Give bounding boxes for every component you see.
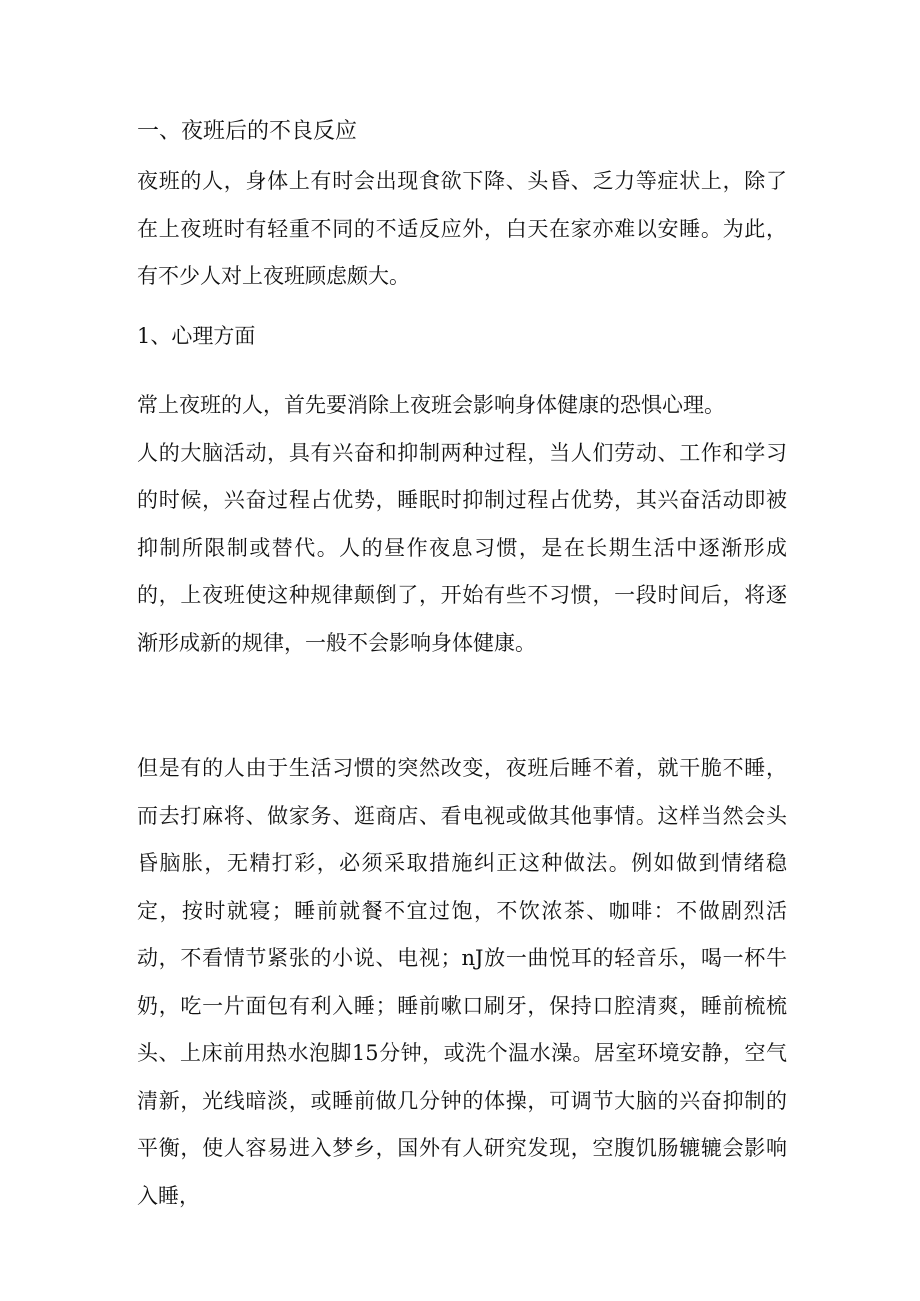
document-body <box>137 112 787 1220</box>
paragraph-3: 但是有的人由于生活习惯的突然改变，夜班后睡不着，就干脆不睡，而去打麻将、做家务、逛商店、看电视或做其他事情。这样当然会头昏脑胀，无精打彩，必须采取措施纠正这种做法。例如做到情绪稳定，按时就寝；睡前就餐不宜过饱，不饮浓茶、咖啡：不做剧烈活动，不看情节紧张的小说、电视；nJ放一曲悦耳的轻音乐，喝一杯牛奶，吃一片面包有利入睡；睡前嗽口刷牙，保持口腔清爽，睡前梳梳头、上床前用热水泡脚15分钟，或洗个温水澡。居室环境安静，空气清新，光线暗淡，或睡前做几分钟的体操，可调节大脑的兴奋抑制的平衡，使人容易进入梦乡，国外有人研究发现，空腹饥肠辘辘会影响入睡， <box>137 756 787 1208</box>
paragraph-1: 常上夜班的人，首先要消除上夜班会影响身体健康的恐惧心理。 <box>137 393 725 417</box>
section-heading: 一、夜班后的不良反应 <box>137 119 358 144</box>
paragraph-gap <box>137 667 787 745</box>
intro-paragraph: 夜班的人，身体上有时会出现食欲下降、头昏、乏力等症状上，除了在上夜班时有轻重不同的不适反应外，白天在家亦难以安睡。为此，有不少人对上夜班顾虑颇大。 <box>137 169 787 288</box>
paragraph-2: 人的大脑活动，具有兴奋和抑制两种过程，当人们劳动、工作和学习的时候，兴奋过程占优势，睡眠时抑制过程占优势，其兴奋活动即被抑制所限制或替代。人的昼作夜息习惯，是在长期生活中逐渐形成的，上夜班使这种规律颠倒了，开始有些不习惯，一段时间后，将逐渐形成新的规律，一般不会影响身体健康。 <box>137 440 787 655</box>
subheading-psychology: 1、心理方面 <box>137 323 256 348</box>
